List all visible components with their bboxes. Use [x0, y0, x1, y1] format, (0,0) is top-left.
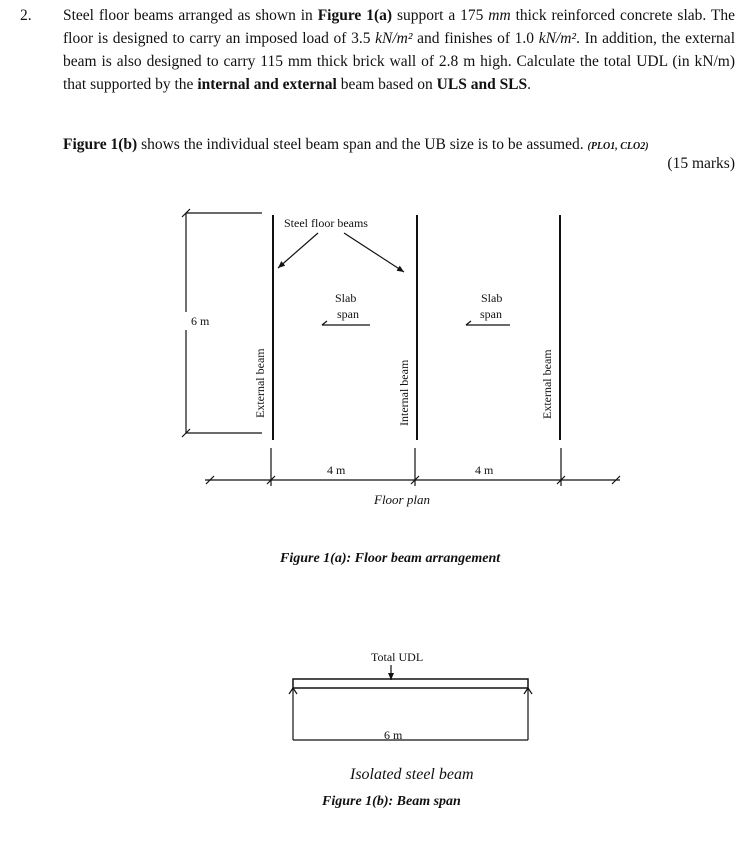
slab-label-1: Slab — [335, 291, 357, 305]
slab-label-2: Slab — [481, 291, 503, 305]
unit-text: mm — [488, 7, 511, 24]
figure-1b-caption: Figure 1(b): Beam span — [322, 794, 461, 809]
figure-1a — [182, 209, 620, 566]
dim-4m-label-2: 4 m — [475, 463, 494, 477]
marks-label: (15 marks) — [667, 155, 735, 172]
steel-floor-beams-label: Steel floor beams — [284, 216, 368, 230]
floor-plan-label: Floor plan — [374, 492, 430, 507]
internal-beam-label: Internal beam — [397, 359, 411, 426]
figure-1b — [289, 650, 532, 809]
question-text: thick reinforced concrete slab. The floor is designed to carry an imposed load of 3.5 — [63, 7, 735, 47]
question-text: support a 175 — [392, 7, 489, 24]
question-text: Steel floor beams arranged as shown in — [63, 7, 318, 24]
figure-1a-caption: Figure 1(a): Floor beam arrangement — [280, 551, 501, 566]
plo-clo-reference: (PLO1, CLO2) — [587, 141, 649, 152]
external-beam-left-label: External beam — [253, 348, 267, 418]
figure-ref-a: Figure 1(a) — [317, 7, 393, 24]
question-text: and finishes of 1.0 — [412, 30, 539, 47]
figure-ref-b: Figure 1(b) — [63, 136, 138, 153]
pointer-arrow-left — [278, 233, 318, 268]
span-label-2: span — [480, 307, 502, 321]
bold-text: ULS and SLS — [436, 76, 528, 93]
unit-text: kN/m² — [538, 30, 577, 47]
span-label-1: span — [337, 307, 359, 321]
unit-text: kN/m² — [375, 30, 413, 47]
dim-4m-label-1: 4 m — [327, 463, 346, 477]
span-arrow-1 — [322, 321, 370, 325]
dim-6m-label: 6 m — [191, 314, 210, 328]
dim-6m-span-label: 6 m — [384, 728, 403, 742]
question-text: shows the individual steel beam span and the UB size is to be assumed. — [137, 136, 584, 153]
isolated-beam-label: Isolated steel beam — [350, 766, 474, 783]
external-beam-right-label: External beam — [540, 349, 554, 419]
question-text: . In addition, the external beam is also designed to carry 115 mm thick brick wall of 2.8 m high. Calculate the total UDL (in kN/m) that supported by the — [63, 30, 735, 93]
beam-rectangle — [293, 679, 528, 688]
span-arrow-2 — [466, 321, 510, 325]
total-udl-label: Total UDL — [371, 650, 424, 664]
question-text: beam based on — [336, 76, 437, 93]
question-number: 2. — [20, 7, 32, 24]
bold-text: internal and external — [197, 76, 337, 93]
pointer-arrow-right — [344, 233, 404, 272]
question-text: . — [527, 76, 532, 93]
